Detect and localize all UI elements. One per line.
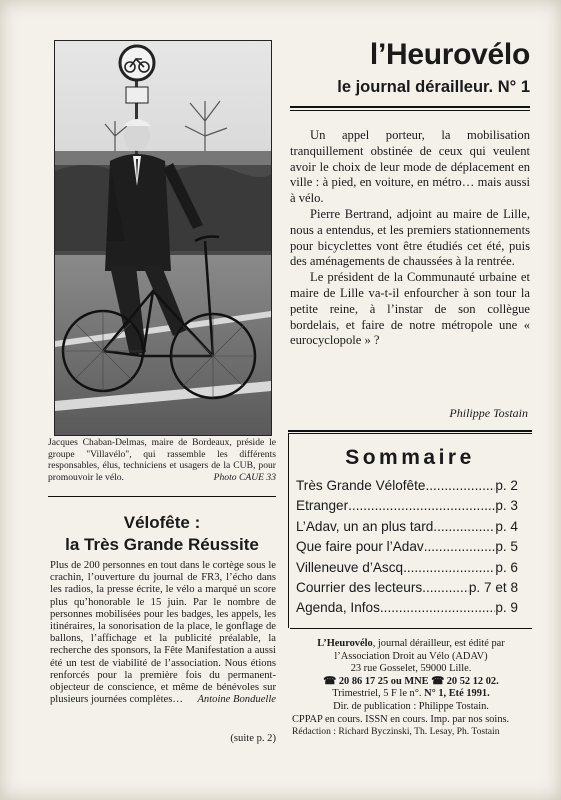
toc-page: p. 5 <box>495 539 518 555</box>
cover-photo <box>54 40 272 436</box>
masthead-rule-thin <box>290 110 530 111</box>
toc-leader <box>348 496 495 516</box>
toc-page: p. 6 <box>495 559 518 575</box>
velofete-headline <box>48 512 276 556</box>
toc-item[interactable] <box>296 476 518 496</box>
toc-leader <box>403 558 495 578</box>
toc-label: L’Adav, un an plus tard <box>296 518 434 534</box>
toc-item[interactable] <box>296 558 518 578</box>
sommaire-title: Sommaire <box>345 446 475 469</box>
section-rule-thin <box>288 433 532 434</box>
velofete-headline-line2: la Très Grande Réussite <box>65 535 259 554</box>
colophon-cppap: CPPAP en cours. ISSN en cours. Imp. par nos soins. <box>292 713 510 725</box>
colophon-address: 23 rue Gosselet, 59000 Lille. <box>350 663 472 675</box>
toc-leader <box>433 517 495 537</box>
photo-credit: Photo CAUE 33 <box>213 471 276 483</box>
journal-title: l’Heurovélo <box>369 38 530 71</box>
toc-page: p. 3 <box>495 498 518 514</box>
colophon-rule <box>290 628 532 629</box>
cyclist-photo-illustration <box>55 41 271 435</box>
toc-page: p. 4 <box>495 518 518 534</box>
intro-paragraph: Pierre Bertrand, adjoint au maire de Lille, nous a entendus, et les premiers stationnements pour bicyclettes vont être étudiés cet été, puis des aménagements de chaussées à la rentrée. <box>290 206 530 269</box>
colophon-issue-number: N° 1, Eté 1991. <box>424 688 490 700</box>
sommaire-divider <box>288 434 289 628</box>
journal-subtitle: le journal dérailleur. N° 1 <box>337 78 530 96</box>
toc-page: p. 7 et 8 <box>468 580 518 596</box>
toc-item[interactable] <box>296 578 518 598</box>
toc-item[interactable] <box>296 517 518 537</box>
velofete-headline-line1: Vélofête : <box>123 513 201 532</box>
toc-label: Agenda, Infos <box>296 600 380 616</box>
colophon-publisher: , journal dérailleur, est édité par l’Association Droit au Vélo (ADAV) <box>334 638 505 662</box>
toc-page: p. 9 <box>495 600 518 616</box>
editorial-signature: Philippe Tostain <box>449 406 528 420</box>
section-rule <box>288 430 532 432</box>
toc-item[interactable] <box>296 496 518 516</box>
colophon-phones: ☎ 20 86 17 25 ou MNE ☎ 20 52 12 02. <box>323 675 499 687</box>
toc-label: Très Grande Vélofête <box>296 478 426 493</box>
photo-caption <box>48 437 276 483</box>
toc-label: Villeneuve d’Ascq <box>296 559 404 575</box>
velofete-continued[interactable]: (suite p. 2) <box>230 733 276 744</box>
table-of-contents <box>296 476 518 619</box>
masthead-rule <box>290 106 530 108</box>
velofete-rule <box>48 496 276 497</box>
velofete-signature: Antoine Bonduelle <box>197 694 276 706</box>
toc-leader <box>424 537 496 557</box>
colophon-journal-name: L’Heurovélo <box>317 638 373 649</box>
colophon <box>292 638 530 739</box>
intro-paragraph: Un appel porteur, la mobilisation tranquillement obstinée de ceux qui veulent avoir le choix de leur mode de déplacement en ville : à pied, en voiture, en métro… mais aussi à vélo. <box>290 128 530 206</box>
toc-page: p. 2 <box>495 478 518 493</box>
toc-leader <box>380 598 495 618</box>
toc-leader <box>425 476 495 496</box>
velofete-article-text: Plus de 200 personnes en tout dans le cortège sous le crachin, l’ouverture du journal de FR3, l’écho dans les radios, la presse écrite, le vélo a marqué un score plus qu’honorable le 15 juin. Par le nombre de personnes mobilisées pour les badges, les appels, les itinéraires, la sonorisation de la place, le gonflage de ballons, l’affichage et la publicité préalable, la recherche des sponsors, la Fête Manifestation a aussi été un test de viabilité de l’association. Nous étions renforcés pour la première fois du permanent-objecteur de conscience, et même de bénévoles sur plusieurs journées complètes… <box>50 560 276 706</box>
toc-item[interactable] <box>296 598 518 618</box>
intro-paragraph: Le président de la Communauté urbaine et maire de Lille va-t-il enfourcher à son tour la petite reine, à l’instar de son collègue bordelais, et faire de notre métropole une « eurocyclopole » ? <box>290 270 530 348</box>
toc-leader <box>422 578 469 598</box>
velofete-article <box>50 560 276 706</box>
toc-label: Etranger <box>296 498 349 514</box>
toc-item[interactable] <box>296 537 518 557</box>
colophon-director: Dir. de publication : Philippe Tostain. <box>333 700 489 712</box>
colophon-redaction: Rédaction : Richard Byczinski, Th. Lesay, Ph. Tostain <box>292 726 500 738</box>
photo-caption-text: Jacques Chaban-Delmas, maire de Bordeaux, préside le groupe "Villavélo", qui rassemble les différents responsables, élus, techniciens et usagers de la CUB, pour promouvoir le vélo. <box>48 437 276 483</box>
editorial-intro <box>290 128 530 349</box>
colophon-issue: Trimestriel, 5 F le n°. <box>332 688 425 700</box>
toc-label: Que faire pour l’Adav <box>296 539 424 555</box>
toc-label: Courrier des lecteurs <box>296 580 423 596</box>
